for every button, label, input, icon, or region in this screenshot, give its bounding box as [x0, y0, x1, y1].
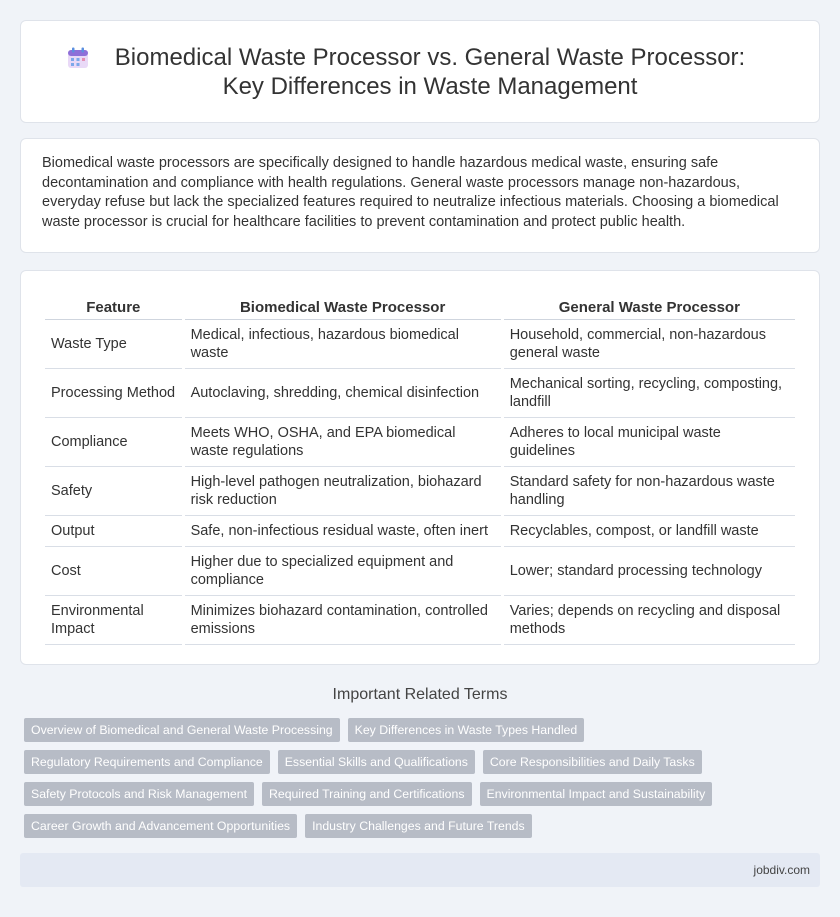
general-cell: Varies; depends on recycling and disposal methods	[504, 596, 795, 645]
table-row	[45, 596, 795, 645]
general-cell: Adheres to local municipal waste guidelines	[504, 418, 795, 467]
feature-cell: Output	[45, 516, 182, 547]
related-term-link[interactable]: Environmental Impact and Sustainability	[480, 782, 713, 806]
footer-site-link[interactable]: jobdiv.com	[753, 863, 810, 877]
general-cell: Lower; standard processing technology	[504, 547, 795, 596]
general-cell: Recyclables, compost, or landfill waste	[504, 516, 795, 547]
related-terms-heading: Important Related Terms	[332, 686, 508, 703]
biomedical-cell: Autoclaving, shredding, chemical disinfection	[185, 369, 501, 418]
table-row	[45, 369, 795, 418]
related-term-link[interactable]: Regulatory Requirements and Compliance	[24, 750, 270, 774]
intro-card	[20, 138, 820, 253]
general-cell: Household, commercial, non-hazardous general waste	[504, 320, 795, 369]
general-cell: Standard safety for non-hazardous waste handling	[504, 467, 795, 516]
feature-cell: Cost	[45, 547, 182, 596]
biomedical-cell: Medical, infectious, hazardous biomedical waste	[185, 320, 501, 369]
biomedical-cell: Safe, non-infectious residual waste, often inert	[185, 516, 501, 547]
title-card	[20, 20, 820, 123]
footer-bar	[20, 853, 820, 887]
related-term-link[interactable]: Overview of Biomedical and General Waste Processing	[24, 718, 340, 742]
table-header-row	[45, 296, 795, 320]
biomedical-cell: High-level pathogen neutralization, biohazard risk reduction	[185, 467, 501, 516]
related-term-link[interactable]: Career Growth and Advancement Opportunities	[24, 814, 297, 838]
related-term-link[interactable]: Core Responsibilities and Daily Tasks	[483, 750, 702, 774]
related-term-link[interactable]: Essential Skills and Qualifications	[278, 750, 475, 774]
related-term-link[interactable]: Safety Protocols and Risk Management	[24, 782, 254, 806]
table-row	[45, 418, 795, 467]
biomedical-cell: Minimizes biohazard contamination, controlled emissions	[185, 596, 501, 645]
table-row	[45, 547, 795, 596]
feature-cell: Compliance	[45, 418, 182, 467]
column-header-general: General Waste Processor	[504, 296, 795, 320]
comparison-table	[42, 296, 798, 645]
feature-cell: Processing Method	[45, 369, 182, 418]
related-term-link[interactable]: Key Differences in Waste Types Handled	[348, 718, 585, 742]
table-row	[45, 516, 795, 547]
related-term-link[interactable]: Required Training and Certifications	[262, 782, 472, 806]
feature-cell: Waste Type	[45, 320, 182, 369]
table-row	[45, 467, 795, 516]
related-terms-list	[24, 718, 816, 838]
general-cell: Mechanical sorting, recycling, composting, landfill	[504, 369, 795, 418]
biomedical-cell: Higher due to specialized equipment and compliance	[185, 547, 501, 596]
column-header-biomedical: Biomedical Waste Processor	[185, 296, 501, 320]
column-header-feature: Feature	[45, 296, 182, 320]
feature-cell: Safety	[45, 467, 182, 516]
page-title: Biomedical Waste Processor vs. General Waste Processor: Key Differences in Waste Management	[114, 44, 746, 100]
intro-paragraph: Biomedical waste processors are specifically designed to handle hazardous medical waste, ensuring safe decontamination and compliance with health regulations. General waste processors manage non-hazardous, everyday refuse but lack the specialized features required to neutralize infectious materials. Choosing a biomedical waste processor is crucial for healthcare facilities to prevent contamination and protect public health.	[42, 155, 779, 230]
comparison-card	[20, 270, 820, 665]
feature-cell: Environmental Impact	[45, 596, 182, 645]
table-row	[45, 320, 795, 369]
related-term-link[interactable]: Industry Challenges and Future Trends	[305, 814, 532, 838]
biomedical-cell: Meets WHO, OSHA, and EPA biomedical waste regulations	[185, 418, 501, 467]
